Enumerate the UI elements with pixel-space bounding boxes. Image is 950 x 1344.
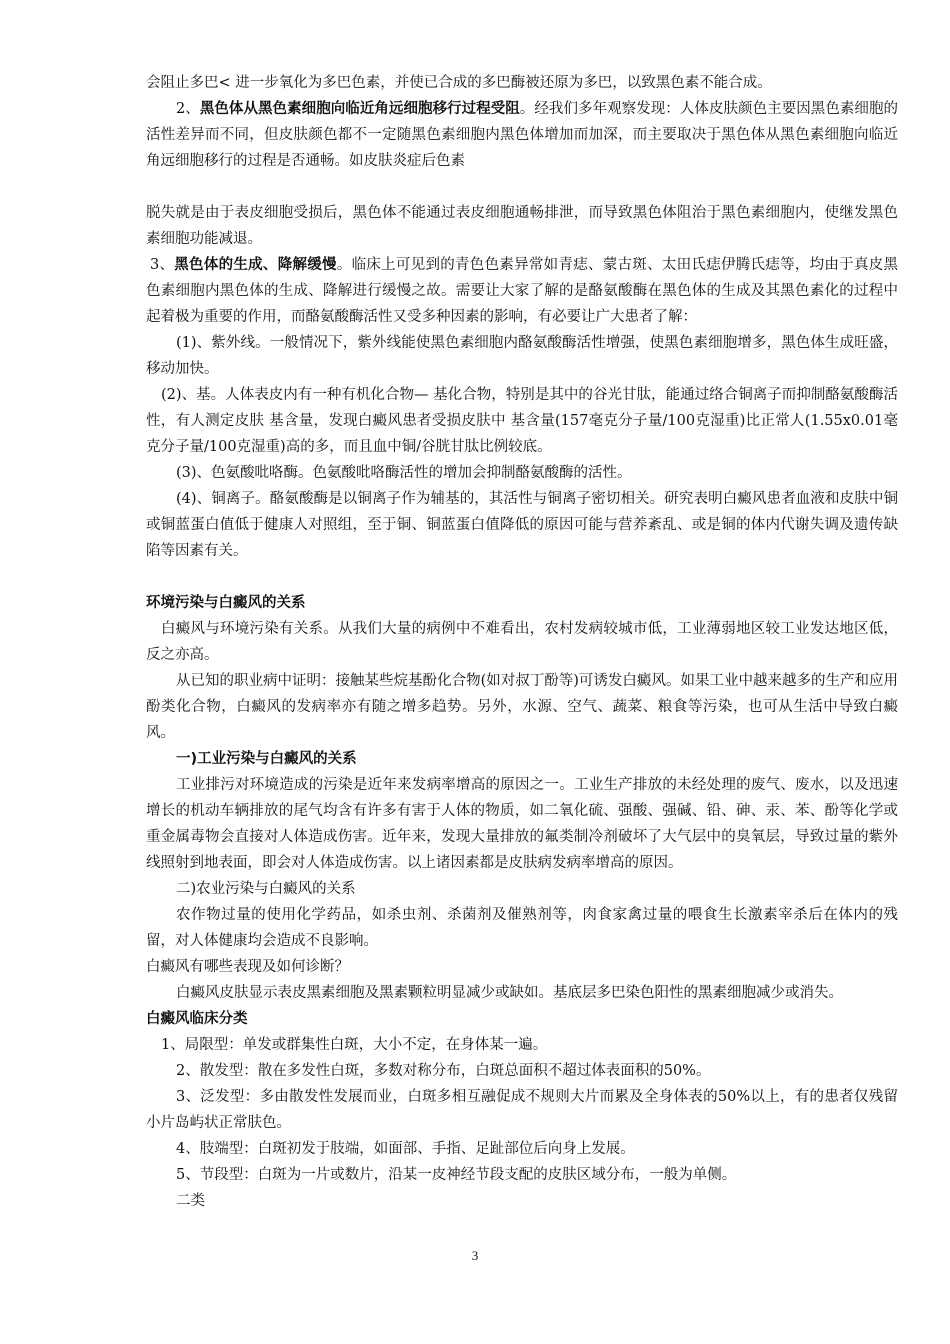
- section-heading: 环境污染与白癜风的关系: [146, 595, 306, 611]
- bold-phrase: 黑色体从黑色素细胞向临近角远细胞移行过程受阻: [199, 101, 520, 117]
- list-item: 二类: [176, 1193, 205, 1209]
- list-item: 4、肢端型：白斑初发于肢端，如面部、手指、足趾部位后向身上发展。: [176, 1141, 635, 1157]
- paragraph: 从已知的职业病中证明：接触某些烷基酚化合物(如对叔丁酚等)可诱发白癜风。如果工业中越来越多的生产和应用酚类化合物，白癜风的发病率亦有随之增多趋势。另外，水源、空气、蔬菜、粮食等污染，也可从生活中导致白癜风。: [146, 673, 898, 741]
- item-number: 2、: [176, 101, 200, 117]
- paragraph-text: 。经我们多年观察发现：人体皮肤颜色主要因黑色素细胞的活性差异而不同，但皮肤颜色都不一定随黑色素细胞内黑色体增加而加深，而主要取决于黑色体从黑色素细胞向临近角远细胞移行的过程是否通畅。如皮肤炎症后色素: [146, 101, 898, 169]
- page-number: 3: [471, 1248, 479, 1263]
- paragraph: 农作物过量的使用化学药品，如杀虫剂、杀菌剂及催熟剂等，肉食家禽过量的喂食生长激素宰杀后在体内的残留，对人体健康均会造成不良影响。: [146, 907, 898, 949]
- subsection-heading: 二)农业污染与白癜风的关系: [176, 881, 356, 897]
- paragraph: 白癜风皮肤显示表皮黑素细胞及黑素颗粒明显减少或缺如。基底层多巴染色阳性的黑素细胞减少或消失。: [176, 985, 843, 1001]
- paragraph: (2)、基。人体表皮内有一种有机化合物— 基化合物，特别是其中的谷光甘肽，能通过络合铜离子而抑制酪氨酸酶活性，有人测定皮肤 基含量，发现白癜风患者受损皮肤中 基含量(157毫克分子量/100克湿重)比正常人(1.55x0.01毫克分子量/100克湿重)高的多，而且血中铜/谷胱甘肽比例较底。: [146, 387, 898, 455]
- paragraph: 工业排污对环境造成的污染是近年来发病率增高的原因之一。工业生产排放的未经处理的废气、废水，以及迅速增长的机动车辆排放的尾气均含有许多有害于人体的物质，如二氧化硫、强酸、强碱、铅、砷、汞、苯、酚等化学或重金属毒物会直接对人体造成伤害。近年来，发现大量排放的氟类制冷剂破坏了大气层中的臭氧层，导致过量的紫外线照射到地表面，即会对人体造成伤害。以上诸因素都是皮肤病发病率增高的原因。: [146, 777, 898, 871]
- section-heading: 白癜风临床分类: [146, 1011, 248, 1027]
- paragraph: (4)、铜离子。酪氨酸酶是以铜离子作为辅基的，其活性与铜离子密切相关。研究表明白癜风患者血液和皮肤中铜或铜蓝蛋白值低于健康人对照组，至于铜、铜蓝蛋白值降低的原因可能与营养紊乱、或是铜的体内代谢失调及遗传缺陷等因素有关。: [146, 491, 898, 559]
- paragraph: (1)、紫外线。一般情况下，紫外线能使黑色素细胞内酪氨酸酶活性增强，使黑色素细胞增多，黑色体生成旺盛，移动加快。: [146, 335, 898, 377]
- document-body: [146, 70, 898, 1214]
- paragraph: (3)、色氨酸吡咯酶。色氨酸吡咯酶活性的增加会抑制酪氨酸酶的活性。: [176, 465, 632, 481]
- list-item: 5、节段型：白斑为一片或数片，沿某一皮神经节段支配的皮肤区域分布，一般为单侧。: [176, 1167, 737, 1183]
- paragraph: 脱失就是由于表皮细胞受损后，黑色体不能通过表皮细胞通畅排泄，而导致黑色体阻治于黑色素细胞内，使继发黑色素细胞功能减退。: [146, 205, 898, 247]
- subsection-heading: 一)工业污染与白癜风的关系: [176, 751, 357, 767]
- item-number: 3、: [150, 257, 175, 273]
- spacer: [146, 174, 898, 200]
- spacer: [146, 564, 898, 590]
- bold-phrase: 黑色体的生成、降解缓慢: [174, 257, 337, 273]
- paragraph: 白癜风与环境污染有关系。从我们大量的病例中不难看出，农村发病较城市低，工业薄弱地区较工业发达地区低，反之亦高。: [146, 621, 898, 663]
- question-heading: 白癜风有哪些表现及如何诊断？: [146, 959, 349, 975]
- paragraph: 会阻止多巴< 进一步氧化为多巴色素，并使已合成的多巴酶被还原为多巴，以致黑色素不能合成。: [146, 75, 772, 91]
- list-item: 3、泛发型：多由散发性发展而业，白斑多相互融促成不规则大片而累及全身体表的50%以上，有的患者仅残留小片岛屿状正常肤色。: [146, 1089, 898, 1131]
- paragraph-text: 。临床上可见到的青色色素异常如青痣、蒙古斑、太田氏痣伊腾氏痣等，均由于真皮黑色素细胞内黑色体的生成、降解进行缓慢之故。需要让大家了解的是酪氨酸酶在黑色体的生成及其黑色素化的过程中起着极为重要的作用，而酪氨酸酶活性又受多种因素的影响，有必要让广大患者了解：: [146, 257, 898, 325]
- paragraph: [146, 252, 898, 330]
- paragraph: [146, 96, 898, 174]
- list-item: 1、局限型：单发或群集性白斑，大小不定，在身体某一遍。: [161, 1037, 548, 1053]
- list-item: 2、散发型：散在多发性白斑，多数对称分布，白斑总面积不超过体表面积的50%。: [176, 1063, 711, 1079]
